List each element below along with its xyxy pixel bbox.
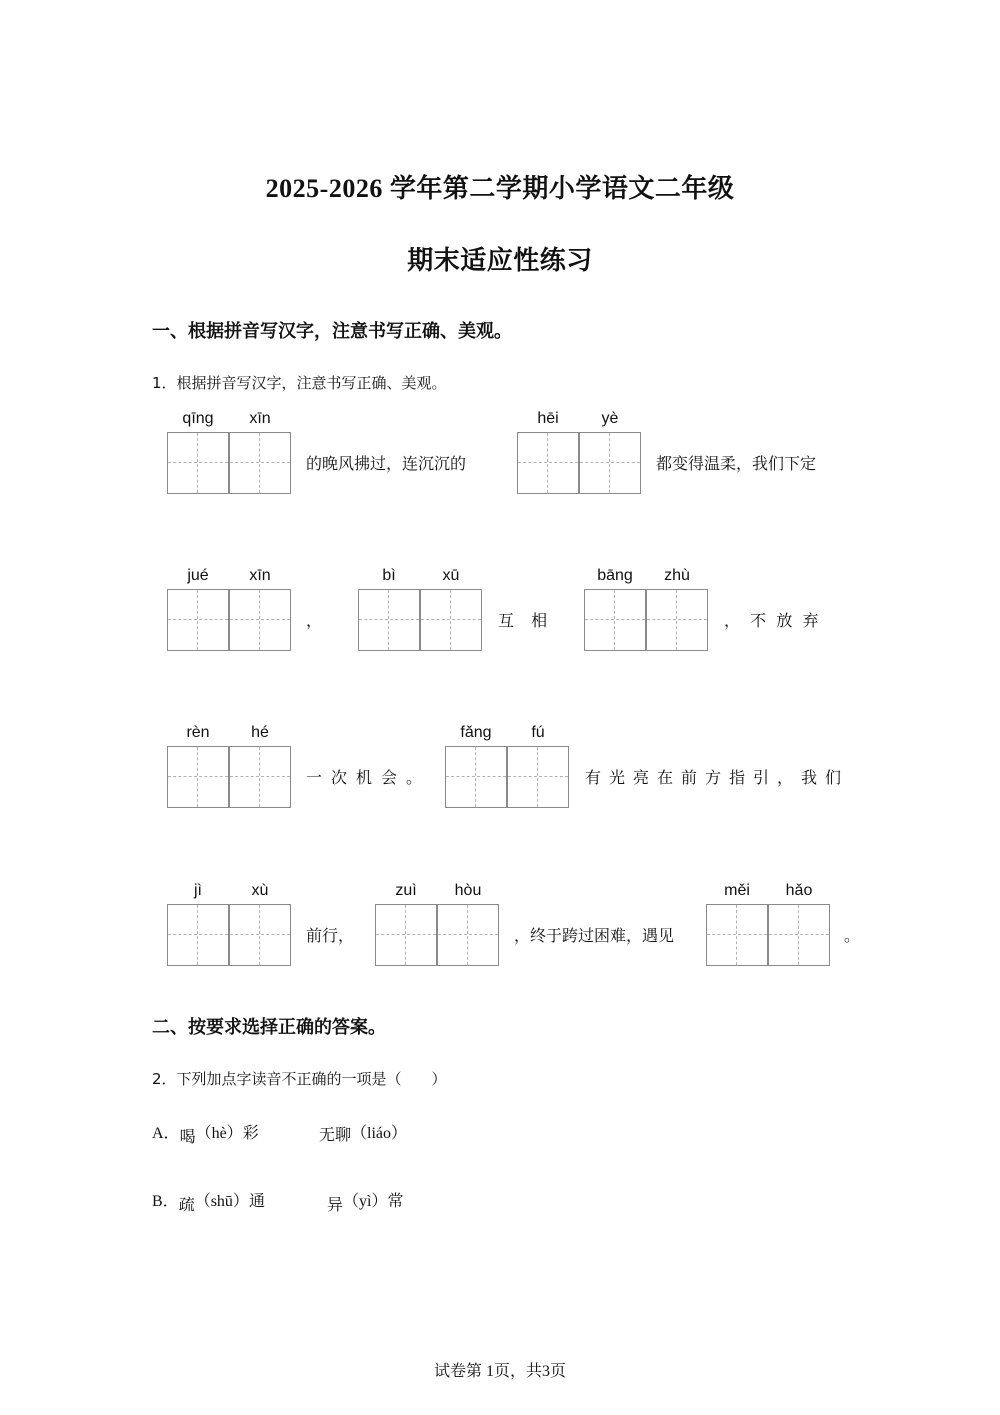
sentence-text: 互 相	[498, 611, 554, 630]
dotted-char: 疏	[178, 1195, 195, 1214]
pinyin-label: jué	[187, 567, 209, 584]
writing-box[interactable]	[229, 746, 291, 808]
option-word: 无聊	[319, 1125, 352, 1144]
writing-box[interactable]	[420, 589, 482, 651]
option-word: 彩	[242, 1123, 259, 1142]
question-2-text: 2．下列加点字读音不正确的一项是（ ）	[152, 1070, 447, 1088]
writing-box[interactable]	[507, 746, 569, 808]
pinyin-label: bāng	[597, 567, 633, 584]
pinyin-label: jì	[194, 882, 202, 899]
sentence-text: 一次机会。	[306, 768, 432, 787]
pinyin-label: xū	[442, 567, 460, 584]
dotted-char: 异	[327, 1195, 344, 1214]
pinyin-label: yè	[601, 410, 619, 427]
sentence-text: 前行，	[306, 926, 355, 945]
pinyin-label: xīn	[249, 410, 271, 427]
writing-box[interactable]	[167, 746, 229, 808]
sentence-text: ， 不 放 弃	[724, 611, 819, 630]
sentence-text: 的晚风拂过，连沉沉的	[306, 454, 467, 473]
sentence-text: 有光亮在前方指引，我们	[585, 768, 850, 787]
pinyin-annotation: （hè）	[195, 1125, 243, 1142]
writing-box[interactable]	[445, 746, 507, 808]
option-word: 通	[248, 1191, 265, 1210]
pinyin-annotation: （yì）	[343, 1193, 388, 1210]
pinyin-label: bì	[382, 567, 396, 584]
writing-box[interactable]	[229, 589, 291, 651]
option-a[interactable]	[152, 1120, 259, 1146]
option-a-part-2	[319, 1120, 407, 1143]
pinyin-label: zuì	[395, 882, 417, 899]
pinyin-label: měi	[724, 882, 750, 899]
pinyin-annotation: （liáo）	[351, 1125, 408, 1142]
option-word: 常	[387, 1191, 404, 1210]
pinyin-label: zhù	[664, 567, 690, 584]
writing-box[interactable]	[375, 904, 437, 966]
writing-box[interactable]	[229, 904, 291, 966]
option-label: B．	[152, 1193, 179, 1210]
page-subtitle: 期末适应性练习	[407, 246, 593, 275]
writing-box[interactable]	[358, 589, 420, 651]
page-footer: 试卷第 1页，共3页	[433, 1363, 566, 1380]
question-1-text: 1．根据拼音写汉字，注意书写正确、美观。	[152, 374, 447, 392]
pinyin-label: hǎo	[785, 882, 813, 899]
option-b[interactable]	[152, 1188, 265, 1214]
writing-box[interactable]	[706, 904, 768, 966]
writing-box[interactable]	[167, 904, 229, 966]
sentence-text: 都变得温柔，我们下定	[656, 454, 817, 473]
writing-box[interactable]	[517, 432, 579, 494]
writing-box[interactable]	[167, 589, 229, 651]
writing-box[interactable]	[437, 904, 499, 966]
pinyin-label: fǎng	[460, 724, 492, 741]
section-2-heading: 二、按要求选择正确的答案。	[152, 1017, 386, 1038]
page-title: 2025-2026 学年第二学期小学语文二年级	[265, 174, 735, 203]
option-label: A．	[152, 1125, 180, 1142]
pinyin-label: hé	[251, 724, 269, 741]
writing-box[interactable]	[768, 904, 830, 966]
writing-box[interactable]	[167, 432, 229, 494]
sentence-text: ，终于跨过困难，遇见	[514, 926, 675, 945]
pinyin-label: fú	[531, 724, 545, 741]
dotted-char: 喝	[179, 1127, 196, 1146]
writing-box[interactable]	[229, 432, 291, 494]
writing-box[interactable]	[579, 432, 641, 494]
pinyin-label: qīng	[182, 410, 214, 427]
section-1-heading: 一、根据拼音写汉字，注意书写正确、美观。	[152, 321, 512, 342]
pinyin-label: hēi	[537, 410, 559, 427]
pinyin-annotation: （shū）	[194, 1193, 249, 1210]
pinyin-label: rèn	[186, 724, 210, 741]
pinyin-label: hòu	[454, 882, 482, 899]
pinyin-label: xù	[251, 882, 269, 899]
writing-box[interactable]	[646, 589, 708, 651]
sentence-text: ，	[306, 611, 323, 630]
writing-box[interactable]	[584, 589, 646, 651]
pinyin-label: xīn	[249, 567, 271, 584]
option-b-part-2	[327, 1188, 404, 1214]
sentence-text: 。	[844, 926, 861, 945]
